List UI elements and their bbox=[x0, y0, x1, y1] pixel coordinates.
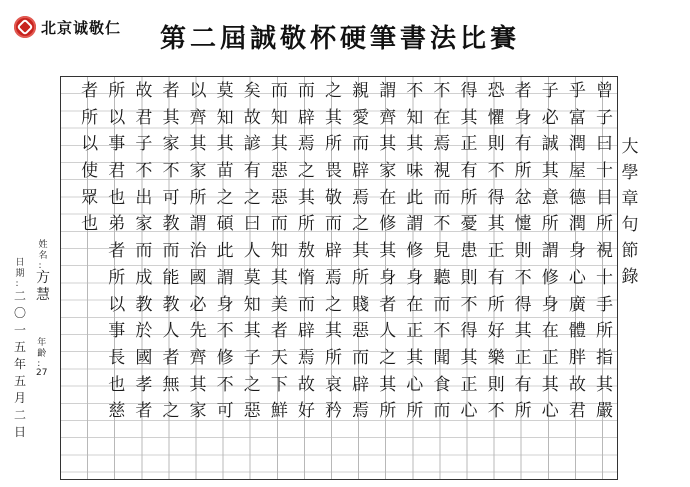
character: 其 bbox=[406, 134, 424, 155]
text-column bbox=[130, 78, 157, 478]
character: 畏 bbox=[325, 161, 343, 182]
character: 而 bbox=[325, 214, 343, 235]
character: 之 bbox=[325, 294, 343, 315]
character: 嚴 bbox=[595, 401, 613, 422]
character: 矣 bbox=[243, 81, 261, 101]
character: 德 bbox=[568, 187, 586, 208]
character: 在 bbox=[541, 321, 559, 342]
character: 味 bbox=[406, 161, 424, 182]
character: 而 bbox=[352, 347, 370, 368]
character: 者 bbox=[270, 321, 288, 342]
character: 身 bbox=[379, 267, 397, 288]
character: 其 bbox=[514, 321, 532, 342]
character: 其 bbox=[325, 321, 343, 342]
character: 辟 bbox=[352, 374, 370, 395]
text-column bbox=[157, 78, 184, 478]
character: 以 bbox=[189, 81, 207, 101]
character: 而 bbox=[162, 241, 180, 262]
character: 辟 bbox=[297, 107, 315, 128]
character: 則 bbox=[460, 267, 478, 288]
character: 其 bbox=[189, 374, 207, 395]
character: 之 bbox=[162, 401, 180, 422]
character: 心 bbox=[541, 401, 559, 422]
text-column bbox=[293, 78, 320, 478]
character: 知 bbox=[216, 107, 234, 128]
character: 莫 bbox=[243, 267, 261, 288]
character: 孝 bbox=[135, 374, 153, 395]
character: 君 bbox=[135, 107, 153, 128]
character: 修 bbox=[379, 214, 397, 235]
character: 君 bbox=[568, 401, 586, 422]
character: 不 bbox=[135, 161, 153, 182]
character: 知 bbox=[270, 107, 288, 128]
age-block bbox=[36, 338, 47, 379]
character: 之 bbox=[243, 187, 261, 208]
character: 所 bbox=[297, 214, 315, 235]
character: 焉 bbox=[433, 134, 451, 155]
character: 人 bbox=[243, 241, 261, 262]
character: 鮮 bbox=[270, 401, 288, 422]
name-value: 方 慧 bbox=[36, 270, 50, 303]
character: 眾 bbox=[81, 187, 99, 208]
character: 齊 bbox=[379, 107, 397, 128]
character: 之 bbox=[216, 187, 234, 208]
character: 長 bbox=[108, 347, 126, 368]
character: 身 bbox=[568, 241, 586, 262]
character: 之 bbox=[352, 214, 370, 235]
text-column bbox=[483, 78, 510, 478]
character: 知 bbox=[270, 241, 288, 262]
character: 謂 bbox=[541, 241, 559, 262]
text-column bbox=[103, 78, 130, 478]
character: 好 bbox=[487, 321, 505, 342]
character: 恐 bbox=[487, 81, 505, 101]
character: 不 bbox=[433, 81, 451, 101]
character: 其 bbox=[270, 267, 288, 288]
character: 得 bbox=[514, 294, 532, 315]
character: 得 bbox=[487, 187, 505, 208]
character: 潤 bbox=[568, 214, 586, 235]
character: 家 bbox=[135, 214, 153, 235]
character: 則 bbox=[514, 241, 532, 262]
character: 其 bbox=[379, 374, 397, 395]
character: 所 bbox=[81, 107, 99, 128]
character: 謂 bbox=[406, 214, 424, 235]
character: 苗 bbox=[216, 161, 234, 182]
character: 有 bbox=[487, 267, 505, 288]
character: 莫 bbox=[216, 81, 234, 101]
character: 此 bbox=[406, 187, 424, 208]
character: 心 bbox=[460, 401, 478, 422]
character: 矜 bbox=[325, 401, 343, 422]
character: 曾 bbox=[595, 81, 613, 101]
character: 焉 bbox=[297, 347, 315, 368]
character: 愛 bbox=[352, 107, 370, 128]
character: 乎 bbox=[568, 81, 586, 101]
character: 正 bbox=[460, 134, 478, 155]
character: 視 bbox=[595, 241, 613, 262]
character: 在 bbox=[433, 107, 451, 128]
character: 修 bbox=[216, 347, 234, 368]
age-label: 年 齡 : bbox=[37, 338, 47, 369]
character: 家 bbox=[189, 161, 207, 182]
text-column bbox=[185, 78, 212, 478]
character: 曰 bbox=[595, 134, 613, 155]
character: 在 bbox=[379, 187, 397, 208]
character: 故 bbox=[568, 374, 586, 395]
text-column bbox=[239, 78, 266, 478]
character: 必 bbox=[541, 107, 559, 128]
character: 治 bbox=[189, 241, 207, 262]
character: 惡 bbox=[243, 401, 261, 422]
section-title-char: 句 bbox=[621, 215, 639, 235]
character: 也 bbox=[81, 214, 99, 235]
character: 其 bbox=[460, 347, 478, 368]
character: 無 bbox=[162, 374, 180, 395]
text-column bbox=[591, 78, 618, 478]
character: 辟 bbox=[297, 321, 315, 342]
character: 謂 bbox=[189, 214, 207, 235]
character: 而 bbox=[433, 187, 451, 208]
text-column bbox=[212, 78, 239, 478]
character: 而 bbox=[297, 81, 315, 101]
character: 手 bbox=[595, 294, 613, 315]
character: 而 bbox=[135, 241, 153, 262]
character: 不 bbox=[514, 267, 532, 288]
character: 家 bbox=[189, 401, 207, 422]
character: 有 bbox=[514, 374, 532, 395]
character: 使 bbox=[81, 161, 99, 182]
character: 之 bbox=[297, 161, 315, 182]
character: 不 bbox=[487, 161, 505, 182]
character: 下 bbox=[270, 374, 288, 395]
character: 此 bbox=[216, 241, 234, 262]
character: 齊 bbox=[189, 347, 207, 368]
character: 身 bbox=[514, 107, 532, 128]
character: 所 bbox=[514, 401, 532, 422]
character: 樂 bbox=[487, 347, 505, 368]
character: 所 bbox=[379, 401, 397, 422]
character: 指 bbox=[595, 347, 613, 368]
character: 正 bbox=[406, 321, 424, 342]
character: 懥 bbox=[514, 214, 532, 235]
character: 所 bbox=[514, 161, 532, 182]
character: 其 bbox=[216, 134, 234, 155]
character: 所 bbox=[189, 187, 207, 208]
age-value: 27 bbox=[36, 368, 48, 378]
character: 於 bbox=[135, 321, 153, 342]
character: 在 bbox=[406, 294, 424, 315]
character: 故 bbox=[297, 374, 315, 395]
character: 而 bbox=[297, 294, 315, 315]
section-title-char: 節 bbox=[621, 241, 639, 261]
character: 惡 bbox=[270, 187, 288, 208]
character: 成 bbox=[135, 267, 153, 288]
character: 者 bbox=[162, 347, 180, 368]
character: 其 bbox=[487, 214, 505, 235]
character: 好 bbox=[297, 401, 315, 422]
character: 其 bbox=[460, 107, 478, 128]
character: 其 bbox=[162, 107, 180, 128]
character: 得 bbox=[460, 321, 478, 342]
text-column bbox=[374, 78, 401, 478]
character: 其 bbox=[270, 134, 288, 155]
character: 聞 bbox=[433, 347, 451, 368]
character: 心 bbox=[568, 267, 586, 288]
character: 得 bbox=[460, 81, 478, 101]
character: 子 bbox=[595, 107, 613, 128]
character: 謂 bbox=[379, 81, 397, 101]
character: 之 bbox=[243, 374, 261, 395]
character: 其 bbox=[297, 187, 315, 208]
character: 屋 bbox=[568, 161, 586, 182]
character: 憂 bbox=[460, 214, 478, 235]
character: 正 bbox=[541, 347, 559, 368]
character: 者 bbox=[81, 81, 99, 101]
character: 辟 bbox=[325, 241, 343, 262]
character: 所 bbox=[352, 267, 370, 288]
character: 可 bbox=[162, 187, 180, 208]
character: 惡 bbox=[270, 161, 288, 182]
character: 正 bbox=[460, 374, 478, 395]
character: 以 bbox=[108, 294, 126, 315]
text-column bbox=[266, 78, 293, 478]
character: 親 bbox=[352, 81, 370, 101]
character: 焉 bbox=[297, 134, 315, 155]
date-block bbox=[14, 258, 26, 441]
text-column bbox=[347, 78, 374, 478]
character: 身 bbox=[216, 294, 234, 315]
character: 誠 bbox=[541, 134, 559, 155]
character: 其 bbox=[595, 374, 613, 395]
character: 而 bbox=[433, 294, 451, 315]
character: 意 bbox=[541, 187, 559, 208]
character: 不 bbox=[162, 161, 180, 182]
character: 則 bbox=[487, 134, 505, 155]
character: 修 bbox=[541, 267, 559, 288]
character: 君 bbox=[108, 161, 126, 182]
character: 焉 bbox=[352, 187, 370, 208]
organizer-logo bbox=[14, 14, 121, 40]
logo-text: 北京诚敬仁 bbox=[41, 18, 122, 37]
character: 視 bbox=[433, 161, 451, 182]
character: 之 bbox=[379, 347, 397, 368]
character: 以 bbox=[81, 134, 99, 155]
text-column bbox=[537, 78, 564, 478]
character: 身 bbox=[541, 294, 559, 315]
character: 必 bbox=[189, 294, 207, 315]
character: 而 bbox=[270, 214, 288, 235]
character: 不 bbox=[460, 294, 478, 315]
text-column bbox=[320, 78, 347, 478]
character: 出 bbox=[135, 187, 153, 208]
character: 國 bbox=[135, 347, 153, 368]
character: 見 bbox=[433, 241, 451, 262]
character: 辟 bbox=[352, 161, 370, 182]
character: 惡 bbox=[352, 321, 370, 342]
character: 聽 bbox=[433, 267, 451, 288]
character: 所 bbox=[325, 134, 343, 155]
character: 謂 bbox=[216, 267, 234, 288]
character: 不 bbox=[433, 214, 451, 235]
character: 焉 bbox=[352, 401, 370, 422]
character: 人 bbox=[379, 321, 397, 342]
character: 家 bbox=[379, 161, 397, 182]
character: 知 bbox=[406, 107, 424, 128]
character: 所 bbox=[108, 81, 126, 101]
character: 所 bbox=[595, 214, 613, 235]
character: 富 bbox=[568, 107, 586, 128]
character: 患 bbox=[460, 241, 478, 262]
character: 天 bbox=[270, 347, 288, 368]
character: 敬 bbox=[325, 187, 343, 208]
character: 胖 bbox=[568, 347, 586, 368]
character: 目 bbox=[595, 187, 613, 208]
page-title: 第二屆誠敬杯硬筆書法比賽 bbox=[160, 24, 521, 54]
character: 正 bbox=[487, 241, 505, 262]
character: 正 bbox=[514, 347, 532, 368]
character: 慈 bbox=[108, 401, 126, 422]
character: 其 bbox=[379, 134, 397, 155]
character: 人 bbox=[162, 321, 180, 342]
character: 其 bbox=[541, 161, 559, 182]
character: 而 bbox=[352, 134, 370, 155]
text-column bbox=[401, 78, 428, 478]
character: 焉 bbox=[325, 267, 343, 288]
character: 事 bbox=[108, 134, 126, 155]
character: 所 bbox=[108, 267, 126, 288]
character: 者 bbox=[379, 294, 397, 315]
character: 十 bbox=[595, 161, 613, 182]
character: 哀 bbox=[325, 374, 343, 395]
date-value: 二 〇 一 五 年 五 月 二 日 bbox=[14, 289, 27, 439]
character: 之 bbox=[325, 81, 343, 101]
character: 而 bbox=[433, 401, 451, 422]
section-title-char: 章 bbox=[621, 189, 639, 209]
character: 教 bbox=[135, 294, 153, 315]
section-title-char: 學 bbox=[621, 163, 639, 183]
character: 曰 bbox=[243, 214, 261, 235]
text-columns bbox=[60, 78, 618, 478]
character: 弟 bbox=[108, 214, 126, 235]
character: 敖 bbox=[297, 241, 315, 262]
character: 其 bbox=[406, 347, 424, 368]
character: 忿 bbox=[514, 187, 532, 208]
character: 者 bbox=[108, 241, 126, 262]
character: 者 bbox=[514, 81, 532, 101]
character: 也 bbox=[108, 187, 126, 208]
character: 其 bbox=[541, 374, 559, 395]
character: 有 bbox=[243, 161, 261, 182]
character: 所 bbox=[541, 214, 559, 235]
character: 美 bbox=[270, 294, 288, 315]
character: 潤 bbox=[568, 134, 586, 155]
character: 不 bbox=[216, 374, 234, 395]
character: 所 bbox=[406, 401, 424, 422]
character: 諺 bbox=[243, 134, 261, 155]
character: 其 bbox=[379, 241, 397, 262]
character: 也 bbox=[108, 374, 126, 395]
character: 其 bbox=[352, 241, 370, 262]
character: 其 bbox=[325, 107, 343, 128]
character: 先 bbox=[189, 321, 207, 342]
character: 所 bbox=[325, 347, 343, 368]
character: 廣 bbox=[568, 294, 586, 315]
character: 子 bbox=[135, 134, 153, 155]
date-label: 日 期 : bbox=[15, 258, 25, 289]
character: 子 bbox=[243, 347, 261, 368]
character: 國 bbox=[189, 267, 207, 288]
character: 者 bbox=[162, 81, 180, 101]
character: 惰 bbox=[297, 267, 315, 288]
character: 所 bbox=[487, 294, 505, 315]
character: 修 bbox=[406, 241, 424, 262]
character: 其 bbox=[189, 134, 207, 155]
character: 碩 bbox=[216, 214, 234, 235]
character: 不 bbox=[487, 401, 505, 422]
character: 十 bbox=[595, 267, 613, 288]
character: 者 bbox=[135, 401, 153, 422]
character: 知 bbox=[243, 294, 261, 315]
text-column bbox=[510, 78, 537, 478]
character: 心 bbox=[406, 374, 424, 395]
section-title-char: 錄 bbox=[621, 267, 639, 287]
text-column bbox=[76, 78, 103, 478]
character: 故 bbox=[243, 107, 261, 128]
character: 所 bbox=[460, 187, 478, 208]
character: 教 bbox=[162, 294, 180, 315]
character: 齊 bbox=[189, 107, 207, 128]
character: 體 bbox=[568, 321, 586, 342]
character: 家 bbox=[162, 134, 180, 155]
character: 其 bbox=[243, 321, 261, 342]
character: 子 bbox=[541, 81, 559, 101]
character: 身 bbox=[406, 267, 424, 288]
seal-icon bbox=[14, 16, 36, 38]
character: 事 bbox=[108, 321, 126, 342]
character: 能 bbox=[162, 267, 180, 288]
character: 不 bbox=[433, 321, 451, 342]
name-block bbox=[36, 240, 50, 304]
character: 不 bbox=[406, 81, 424, 101]
character: 以 bbox=[108, 107, 126, 128]
character: 教 bbox=[162, 214, 180, 235]
character: 有 bbox=[514, 134, 532, 155]
character: 可 bbox=[216, 401, 234, 422]
character: 食 bbox=[433, 374, 451, 395]
character: 賤 bbox=[352, 294, 370, 315]
character: 而 bbox=[270, 81, 288, 101]
text-column bbox=[428, 78, 455, 478]
name-label: 姓 名 : bbox=[38, 240, 48, 271]
character: 故 bbox=[135, 81, 153, 101]
text-column bbox=[564, 78, 591, 478]
section-title bbox=[618, 134, 642, 334]
character: 懼 bbox=[487, 107, 505, 128]
character: 則 bbox=[487, 374, 505, 395]
character: 所 bbox=[595, 321, 613, 342]
text-column bbox=[455, 78, 482, 478]
character: 有 bbox=[460, 161, 478, 182]
character: 不 bbox=[216, 321, 234, 342]
section-title-char: 大 bbox=[621, 137, 639, 157]
